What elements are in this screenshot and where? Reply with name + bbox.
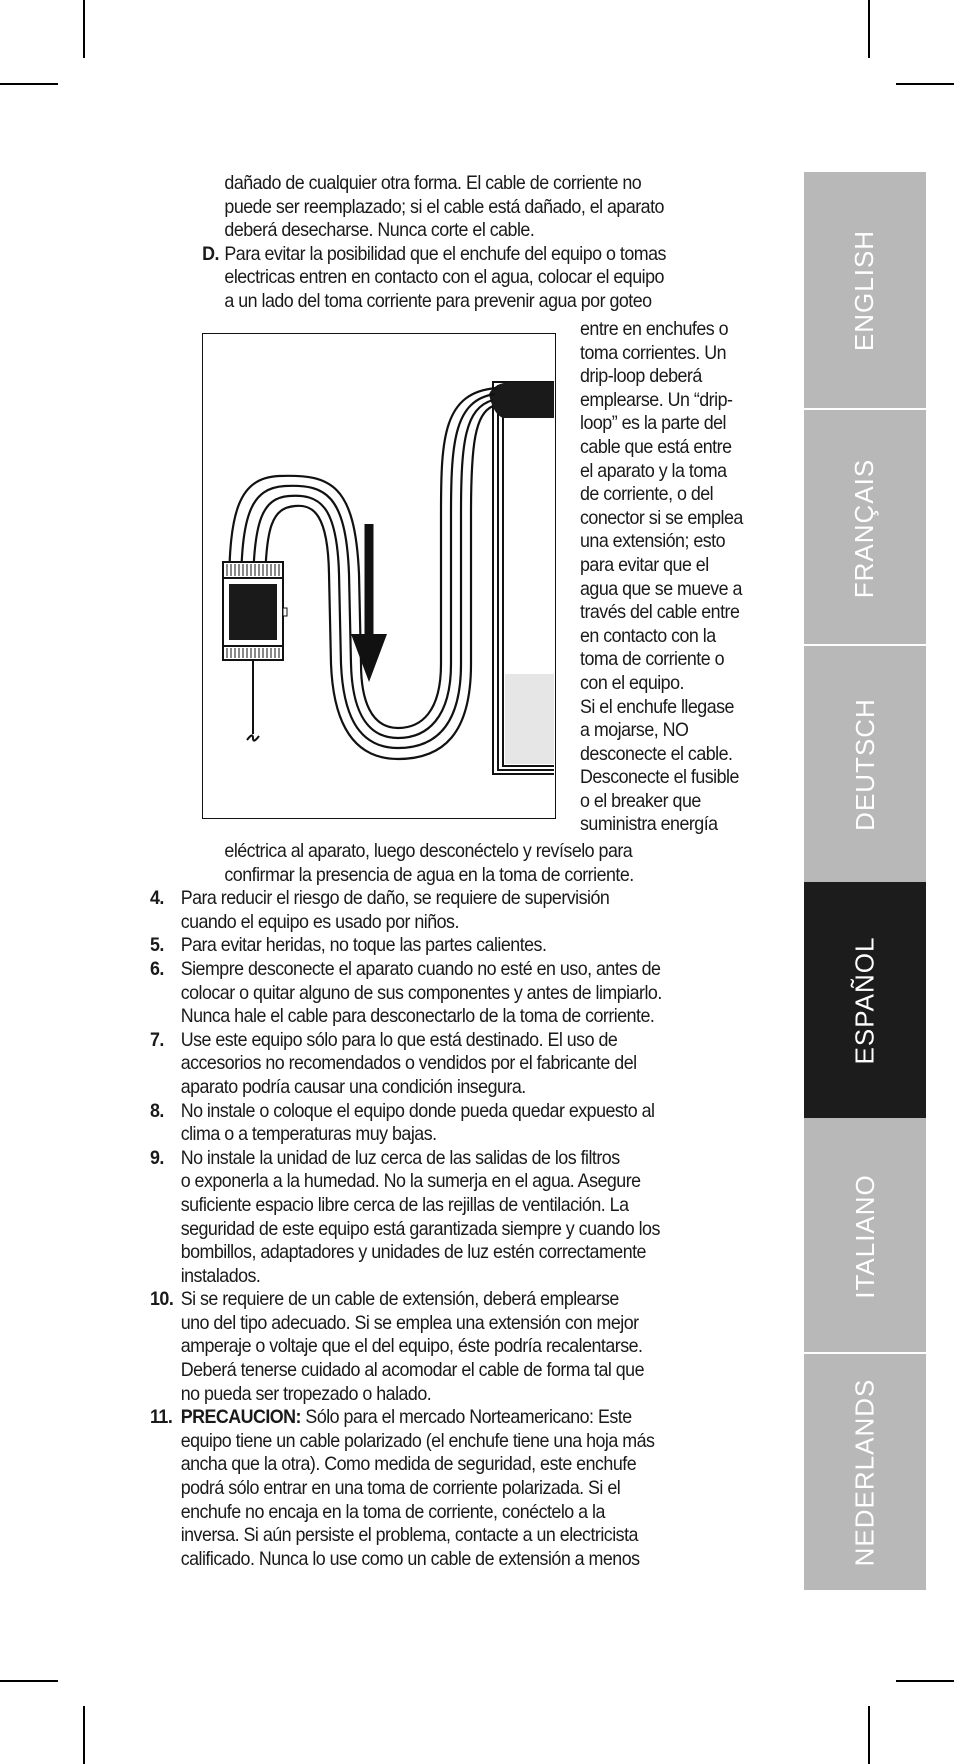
text-line: suministra energía	[580, 814, 718, 836]
crop-mark	[0, 1680, 58, 1682]
item-number: 8.	[150, 1100, 164, 1122]
text-line: Use este equipo sólo para lo que está destinado. El uso de	[180, 1029, 618, 1051]
tab-espanol[interactable]	[804, 882, 926, 1118]
text-line: o el breaker que	[580, 790, 701, 812]
list-item	[150, 887, 755, 934]
tab-label: FRANÇAIS	[849, 458, 880, 598]
item-number: 6.	[150, 958, 164, 980]
text-line: Si se requiere de un cable de extensión, deberá emplearse	[180, 1289, 619, 1311]
item-number: 9.	[150, 1147, 164, 1169]
text-line: Siempre desconecte el aparato cuando no esté en uso, antes de	[180, 958, 661, 980]
tab-label: DEUTSCH	[849, 697, 880, 831]
text-line: deberá desecharse. Nunca corte el cable.	[224, 220, 535, 242]
text-line: No instale o coloque el equipo donde pueda quedar expuesto al	[180, 1100, 655, 1122]
text-line: entre en enchufes o	[580, 319, 729, 340]
text-line: uno del tipo adecuado. Si se emplea una extensión con mejor	[180, 1312, 639, 1334]
crop-mark	[83, 1706, 85, 1764]
tab-english[interactable]	[804, 172, 926, 408]
text-line: clima o a temperaturas muy bajas.	[180, 1124, 437, 1146]
text-line: colocar o quitar alguno de sus componentes y antes de limpiarlo.	[180, 982, 662, 1004]
list-item	[150, 958, 755, 1029]
text-line: inversa. Si aún persiste el problema, contacte a un electricista	[180, 1525, 638, 1547]
text-line: Desconecte el fusible	[580, 767, 739, 789]
list-item	[150, 1100, 755, 1147]
text-line: el aparato y la toma	[580, 460, 727, 482]
text-line: eléctrica al aparato, luego desconéctelo y revíselo para	[224, 841, 633, 862]
item-number: 5.	[150, 935, 164, 957]
text-line: emplearse. Un “drip-	[580, 389, 733, 411]
cord-end	[247, 735, 259, 740]
list-item	[150, 934, 755, 958]
tab-italiano[interactable]	[804, 1118, 926, 1354]
text-line: conector si se emplea	[580, 507, 743, 529]
text-line: confirmar la presencia de agua en la toma de corriente.	[224, 864, 634, 886]
list-item	[150, 1029, 755, 1100]
tab-label: ENGLISH	[849, 229, 880, 351]
text-line: No instale la unidad de luz cerca de las salidas de los filtros	[180, 1147, 620, 1169]
water-level	[505, 674, 554, 764]
text-line: toma corrientes. Un	[580, 342, 726, 364]
crop-mark	[83, 0, 85, 58]
text-line: Para evitar la posibilidad que el enchufe del equipo o tomas	[224, 243, 666, 265]
text-line: aparato podría causar una condición insegura.	[180, 1076, 526, 1098]
text-line: una extensión; esto	[580, 531, 726, 553]
text-line	[181, 1406, 755, 1430]
text-line: a un lado del toma corriente para prevenir agua por goteo	[224, 290, 652, 312]
crop-mark	[896, 1680, 954, 1682]
text-line: dañado de cualquier otra forma. El cable de corriente no	[224, 173, 642, 194]
appliance-cap	[489, 382, 554, 418]
text-line: loop” es la parte del	[580, 413, 726, 435]
text-line: en contacto con la	[580, 625, 716, 647]
text-line: desconecte el cable.	[580, 743, 733, 765]
language-tabs	[804, 172, 926, 1590]
text-line: no pueda ser tropezado o halado.	[180, 1383, 432, 1405]
text-line: o exponerla a la humedad. No la sumerja en el agua. Asegure	[180, 1171, 641, 1193]
tab-label: ITALIANO	[849, 1173, 880, 1299]
down-arrow-icon	[351, 634, 387, 682]
text-line: drip-loop deberá	[580, 366, 702, 388]
item-number: 7.	[150, 1029, 164, 1051]
text-line: puede ser reemplazado; si el cable está dañado, el aparato	[224, 196, 664, 218]
crop-mark	[868, 1706, 870, 1764]
connector-grip	[223, 562, 283, 578]
crop-mark	[896, 83, 954, 85]
text-line: a mojarse, NO	[580, 720, 689, 742]
text-line: suficiente espacio libre cerca de las rejillas de ventilación. La	[180, 1194, 629, 1216]
text-line: ancha que la otra). Como medida de seguridad, este enchufe	[180, 1454, 637, 1476]
tab-label: ESPAÑOL	[849, 936, 880, 1064]
tab-deutsch[interactable]	[804, 646, 926, 882]
text-line: Si el enchufe llegase	[580, 696, 734, 718]
text-line: cable que está entre	[580, 436, 732, 458]
list-item-precaution	[150, 1406, 755, 1571]
text-line: Deberá tenerse cuidado al acomodar el cable de forma tal que	[180, 1360, 645, 1382]
text-line: podrá sólo entrar en una toma de corriente polarizada. Si el	[180, 1478, 621, 1500]
precaution-label: PRECAUCION:	[180, 1407, 301, 1429]
text-line: de corriente, o del	[580, 484, 714, 506]
connector-grip	[223, 646, 283, 660]
text-line: para evitar que el	[580, 554, 709, 576]
text-line: Para evitar heridas, no toque las partes calientes.	[180, 935, 547, 957]
text-line: calificado. Nunca lo use como un cable de extensión a menos	[180, 1548, 640, 1570]
text-span: Sólo para el mercado Norteamericano: Este	[300, 1407, 632, 1429]
drip-loop-continuation	[150, 840, 755, 887]
text-line: Para reducir el riesgo de daño, se requiere de supervisión	[180, 888, 610, 910]
text-line: agua que se mueve a	[580, 578, 742, 600]
tab-francais[interactable]	[804, 410, 926, 646]
item-d	[150, 243, 755, 314]
list-item	[150, 1288, 755, 1406]
tab-label: NEDERLANDS	[849, 1378, 880, 1566]
text-line: electricas entren en contacto con el agua, colocar el equipo	[224, 267, 664, 289]
text-line: través del cable entre	[580, 602, 740, 624]
cord-strand	[265, 406, 493, 759]
text-line: instalados.	[180, 1265, 261, 1287]
item-d-label: D.	[202, 243, 219, 265]
crop-mark	[0, 83, 58, 85]
lower-text-block	[150, 840, 755, 1571]
list-item	[150, 1147, 755, 1289]
intro-paragraph	[150, 172, 755, 243]
item-number: 11.	[150, 1407, 173, 1429]
text-line: seguridad de este equipo está garantizada siempre y cuando los	[180, 1218, 660, 1240]
text-line: Nunca hale el cable para desconectarlo de la toma de corriente.	[180, 1006, 655, 1028]
item-number: 10.	[150, 1289, 174, 1311]
crop-mark	[868, 0, 870, 58]
drip-loop-side-text	[580, 318, 766, 837]
text-line: equipo tiene un cable polarizado (el enchufe tiene una hoja más	[180, 1430, 655, 1452]
item-number: 4.	[150, 888, 164, 910]
text-line: enchufe no encaja en la toma de corriente, conéctelo a la	[180, 1501, 605, 1523]
connector-face	[229, 584, 277, 640]
connector-switch	[283, 608, 287, 616]
drip-loop-illustration	[202, 333, 556, 819]
text-line: toma de corriente o	[580, 649, 725, 671]
text-line: con el equipo.	[580, 672, 684, 694]
tab-nederlands[interactable]	[804, 1354, 926, 1590]
text-line: bombillos, adaptadores y unidades de luz estén correctamente	[180, 1242, 646, 1264]
top-text-block	[150, 172, 755, 314]
text-line: amperaje o voltaje que el del equipo, éste podría recalentarse.	[180, 1336, 643, 1358]
cord-strand	[229, 388, 497, 728]
drip-loop-diagram	[203, 334, 554, 817]
text-line: accesorios no recomendados o vendidos por el fabricante del	[180, 1053, 637, 1075]
text-line: cuando el equipo es usado por niños.	[180, 911, 459, 933]
